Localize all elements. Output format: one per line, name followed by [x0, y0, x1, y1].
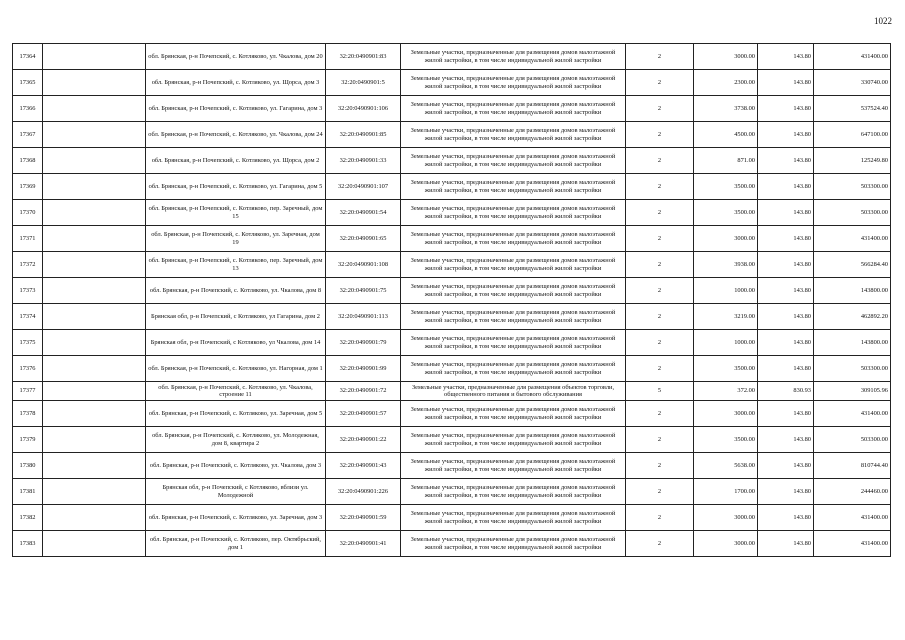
cadastral-number-cell: 32:20:0490901:106 [326, 96, 401, 122]
cadastral-value-cell: 125249.80 [814, 148, 891, 174]
cadastral-value-cell: 309105.96 [814, 382, 891, 401]
cadastral-number-cell: 32:20:0490901:79 [326, 330, 401, 356]
address-cell: обл. Брянская, р-н Почепский, с. Котляково, ул. Молодежная, дом 8, квартира 2 [146, 427, 326, 453]
row-number-cell: 17375 [13, 330, 43, 356]
spacer-cell [43, 304, 146, 330]
cadastral-value-cell: 431400.00 [814, 401, 891, 427]
use-group-cell: 5 [626, 382, 694, 401]
cadastral-number-cell: 32:20:0490901:59 [326, 505, 401, 531]
row-number-cell: 17374 [13, 304, 43, 330]
table-row [13, 148, 891, 174]
specific-value-cell: 143.80 [758, 96, 814, 122]
specific-value-cell: 143.80 [758, 122, 814, 148]
specific-value-cell: 143.80 [758, 356, 814, 382]
table-row [13, 453, 891, 479]
spacer-cell [43, 330, 146, 356]
area-cell: 5638.00 [694, 453, 758, 479]
area-cell: 3000.00 [694, 505, 758, 531]
area-cell: 2300.00 [694, 70, 758, 96]
table-row [13, 531, 891, 557]
specific-value-cell: 830.93 [758, 382, 814, 401]
cadastral-number-cell: 32:20:0490901:108 [326, 252, 401, 278]
use-group-cell: 2 [626, 44, 694, 70]
spacer-cell [43, 531, 146, 557]
cadastral-value-cell: 330740.00 [814, 70, 891, 96]
table-row [13, 96, 891, 122]
spacer-cell [43, 401, 146, 427]
land-use-cell: Земельные участки, предназначенные для размещения домов малоэтажной жилой застройки, в том числе индивидуальной жилой застройки [401, 304, 626, 330]
row-number-cell: 17370 [13, 200, 43, 226]
specific-value-cell: 143.80 [758, 44, 814, 70]
row-number-cell: 17371 [13, 226, 43, 252]
table-row [13, 278, 891, 304]
row-number-cell: 17376 [13, 356, 43, 382]
land-use-cell: Земельные участки, предназначенные для размещения домов малоэтажной жилой застройки, в том числе индивидуальной жилой застройки [401, 226, 626, 252]
area-cell: 871.00 [694, 148, 758, 174]
use-group-cell: 2 [626, 453, 694, 479]
row-number-cell: 17377 [13, 382, 43, 401]
land-use-cell: Земельные участки, предназначенные для размещения домов малоэтажной жилой застройки, в том числе индивидуальной жилой застройки [401, 70, 626, 96]
cadastral-number-cell: 32:20:0490901:65 [326, 226, 401, 252]
cadastral-value-table [12, 43, 891, 557]
cadastral-value-cell: 503300.00 [814, 174, 891, 200]
use-group-cell: 2 [626, 505, 694, 531]
address-cell: обл. Брянская, р-н Почепский, с. Котляково, ул. Заречная, дом 19 [146, 226, 326, 252]
address-cell: Брянская обл, р-н Почепский, с Котляково, ул Чкалова, дом 14 [146, 330, 326, 356]
cadastral-value-cell: 537524.40 [814, 96, 891, 122]
cadastral-number-cell: 32:20:0490901:54 [326, 200, 401, 226]
use-group-cell: 2 [626, 96, 694, 122]
cadastral-number-cell: 32:20:0490901:22 [326, 427, 401, 453]
row-number-cell: 17368 [13, 148, 43, 174]
land-use-cell: Земельные участки, предназначенные для размещения домов малоэтажной жилой застройки, в том числе индивидуальной жилой застройки [401, 96, 626, 122]
use-group-cell: 2 [626, 70, 694, 96]
spacer-cell [43, 252, 146, 278]
area-cell: 3500.00 [694, 356, 758, 382]
use-group-cell: 2 [626, 278, 694, 304]
cadastral-number-cell: 32:20:0490901:33 [326, 148, 401, 174]
page-number: 1022 [874, 16, 892, 26]
use-group-cell: 2 [626, 200, 694, 226]
address-cell: обл. Брянская, р-н Почепский, с. Котляково, ул. Чкалова, дом 8 [146, 278, 326, 304]
use-group-cell: 2 [626, 427, 694, 453]
area-cell: 3000.00 [694, 44, 758, 70]
specific-value-cell: 143.80 [758, 226, 814, 252]
cadastral-value-cell: 431400.00 [814, 44, 891, 70]
cadastral-value-cell: 810744.40 [814, 453, 891, 479]
cadastral-value-cell: 244460.00 [814, 479, 891, 505]
table-body [13, 44, 891, 557]
table-row [13, 252, 891, 278]
table-row [13, 382, 891, 401]
spacer-cell [43, 122, 146, 148]
area-cell: 3500.00 [694, 427, 758, 453]
area-cell: 3938.00 [694, 252, 758, 278]
cadastral-value-cell: 431400.00 [814, 505, 891, 531]
specific-value-cell: 143.80 [758, 401, 814, 427]
land-use-cell: Земельные участки, предназначенные для размещения домов малоэтажной жилой застройки, в том числе индивидуальной жилой застройки [401, 148, 626, 174]
specific-value-cell: 143.80 [758, 479, 814, 505]
specific-value-cell: 143.80 [758, 174, 814, 200]
cadastral-number-cell: 32:20:0490901:5 [326, 70, 401, 96]
row-number-cell: 17373 [13, 278, 43, 304]
spacer-cell [43, 453, 146, 479]
address-cell: обл. Брянская, р-н Почепский, с. Котляково, ул. Чкалова, дом 20 [146, 44, 326, 70]
land-use-cell: Земельные участки, предназначенные для размещения домов малоэтажной жилой застройки, в том числе индивидуальной жилой застройки [401, 44, 626, 70]
use-group-cell: 2 [626, 174, 694, 200]
cadastral-number-cell: 32:20:0490901:75 [326, 278, 401, 304]
land-use-cell: Земельные участки, предназначенные для размещения домов малоэтажной жилой застройки, в том числе индивидуальной жилой застройки [401, 200, 626, 226]
cadastral-value-cell: 503300.00 [814, 200, 891, 226]
cadastral-value-cell: 503300.00 [814, 427, 891, 453]
cadastral-value-cell: 143800.00 [814, 278, 891, 304]
spacer-cell [43, 44, 146, 70]
specific-value-cell: 143.80 [758, 453, 814, 479]
row-number-cell: 17378 [13, 401, 43, 427]
land-use-cell: Земельные участки, предназначенные для размещения домов малоэтажной жилой застройки, в том числе индивидуальной жилой застройки [401, 252, 626, 278]
cadastral-value-cell: 462892.20 [814, 304, 891, 330]
table-row [13, 505, 891, 531]
area-cell: 3000.00 [694, 401, 758, 427]
table-row [13, 200, 891, 226]
area-cell: 3000.00 [694, 531, 758, 557]
land-use-cell: Земельные участки, предназначенные для размещения домов малоэтажной жилой застройки, в том числе индивидуальной жилой застройки [401, 531, 626, 557]
address-cell: обл. Брянская, р-н Почепский, с. Котляково, ул. Заречная, дом 3 [146, 505, 326, 531]
land-use-cell: Земельные участки, предназначенные для размещения домов малоэтажной жилой застройки, в том числе индивидуальной жилой застройки [401, 174, 626, 200]
table-row [13, 330, 891, 356]
table-row [13, 304, 891, 330]
address-cell: обл. Брянская, р-н Почепский, с. Котляково, ул. Чкалова, дом 3 [146, 453, 326, 479]
area-cell: 3738.00 [694, 96, 758, 122]
cadastral-number-cell: 32:20:0490901:113 [326, 304, 401, 330]
use-group-cell: 2 [626, 122, 694, 148]
address-cell: обл. Брянская, р-н Почепский, с. Котляково, ул. Гагарина, дом 5 [146, 174, 326, 200]
land-use-cell: Земельные участки, предназначенные для размещения объектов торговли, общественного питания и бытового обслуживания [401, 382, 626, 401]
cadastral-value-cell: 566284.40 [814, 252, 891, 278]
spacer-cell [43, 278, 146, 304]
row-number-cell: 17381 [13, 479, 43, 505]
land-use-cell: Земельные участки, предназначенные для размещения домов малоэтажной жилой застройки, в том числе индивидуальной жилой застройки [401, 122, 626, 148]
land-use-cell: Земельные участки, предназначенные для размещения домов малоэтажной жилой застройки, в том числе индивидуальной жилой застройки [401, 330, 626, 356]
specific-value-cell: 143.80 [758, 330, 814, 356]
area-cell: 3000.00 [694, 226, 758, 252]
row-number-cell: 17366 [13, 96, 43, 122]
row-number-cell: 17379 [13, 427, 43, 453]
use-group-cell: 2 [626, 479, 694, 505]
specific-value-cell: 143.80 [758, 200, 814, 226]
address-cell: обл. Брянская, р-н Почепский, с. Котляково, пер. Октябрьский, дом 1 [146, 531, 326, 557]
cadastral-number-cell: 32:20:0490901:83 [326, 44, 401, 70]
use-group-cell: 2 [626, 148, 694, 174]
cadastral-value-cell: 431400.00 [814, 531, 891, 557]
specific-value-cell: 143.80 [758, 252, 814, 278]
table-row [13, 401, 891, 427]
address-cell: обл. Брянская, р-н Почепский, с. Котляково, пер. Заречный, дом 13 [146, 252, 326, 278]
specific-value-cell: 143.80 [758, 531, 814, 557]
address-cell: обл. Брянская, р-н Почепский, с. Котляково, пер. Заречный, дом 15 [146, 200, 326, 226]
area-cell: 1700.00 [694, 479, 758, 505]
row-number-cell: 17365 [13, 70, 43, 96]
table-row [13, 356, 891, 382]
table-row [13, 174, 891, 200]
spacer-cell [43, 96, 146, 122]
cadastral-value-cell: 647100.00 [814, 122, 891, 148]
land-use-cell: Земельные участки, предназначенные для размещения домов малоэтажной жилой застройки, в том числе индивидуальной жилой застройки [401, 505, 626, 531]
area-cell: 372.00 [694, 382, 758, 401]
cadastral-number-cell: 32:20:0490901:41 [326, 531, 401, 557]
cadastral-number-cell: 32:20:0490901:226 [326, 479, 401, 505]
specific-value-cell: 143.80 [758, 278, 814, 304]
row-number-cell: 17372 [13, 252, 43, 278]
cadastral-number-cell: 32:20:0490901:57 [326, 401, 401, 427]
spacer-cell [43, 70, 146, 96]
land-use-cell: Земельные участки, предназначенные для размещения домов малоэтажной жилой застройки, в том числе индивидуальной жилой застройки [401, 427, 626, 453]
area-cell: 1000.00 [694, 330, 758, 356]
address-cell: Брянская обл, р-н Почепский, с Котляково, ул Гагарина, дом 2 [146, 304, 326, 330]
use-group-cell: 2 [626, 226, 694, 252]
cadastral-number-cell: 32:20:0490901:43 [326, 453, 401, 479]
area-cell: 4500.00 [694, 122, 758, 148]
address-cell: Брянская обл, р-н Почепский, с Котляково, вблизи ул. Молодежной [146, 479, 326, 505]
land-use-cell: Земельные участки, предназначенные для размещения домов малоэтажной жилой застройки, в том числе индивидуальной жилой застройки [401, 401, 626, 427]
area-cell: 3219.00 [694, 304, 758, 330]
table-row [13, 122, 891, 148]
area-cell: 3500.00 [694, 174, 758, 200]
cadastral-number-cell: 32:20:0490901:85 [326, 122, 401, 148]
land-use-cell: Земельные участки, предназначенные для размещения домов малоэтажной жилой застройки, в том числе индивидуальной жилой застройки [401, 453, 626, 479]
use-group-cell: 2 [626, 252, 694, 278]
specific-value-cell: 143.80 [758, 148, 814, 174]
land-use-cell: Земельные участки, предназначенные для размещения домов малоэтажной жилой застройки, в том числе индивидуальной жилой застройки [401, 278, 626, 304]
area-cell: 3500.00 [694, 200, 758, 226]
spacer-cell [43, 148, 146, 174]
address-cell: обл. Брянская, р-н Почепский, с. Котляково, ул. Чкалова, строение 11 [146, 382, 326, 401]
spacer-cell [43, 174, 146, 200]
cadastral-number-cell: 32:20:0490901:72 [326, 382, 401, 401]
specific-value-cell: 143.80 [758, 70, 814, 96]
row-number-cell: 17383 [13, 531, 43, 557]
land-use-cell: Земельные участки, предназначенные для размещения домов малоэтажной жилой застройки, в том числе индивидуальной жилой застройки [401, 356, 626, 382]
spacer-cell [43, 382, 146, 401]
spacer-cell [43, 226, 146, 252]
address-cell: обл. Брянская, р-н Почепский, с. Котляково, ул. Заречная, дом 5 [146, 401, 326, 427]
table-row [13, 44, 891, 70]
use-group-cell: 2 [626, 304, 694, 330]
cadastral-number-cell: 32:20:0490901:107 [326, 174, 401, 200]
row-number-cell: 17369 [13, 174, 43, 200]
specific-value-cell: 143.80 [758, 427, 814, 453]
table-row [13, 427, 891, 453]
spacer-cell [43, 505, 146, 531]
use-group-cell: 2 [626, 531, 694, 557]
address-cell: обл. Брянская, р-н Почепский, с. Котляково, ул. Гагарина, дом 3 [146, 96, 326, 122]
use-group-cell: 2 [626, 330, 694, 356]
row-number-cell: 17382 [13, 505, 43, 531]
cadastral-value-cell: 503300.00 [814, 356, 891, 382]
spacer-cell [43, 356, 146, 382]
spacer-cell [43, 200, 146, 226]
row-number-cell: 17367 [13, 122, 43, 148]
table-row [13, 70, 891, 96]
land-use-cell: Земельные участки, предназначенные для размещения домов малоэтажной жилой застройки, в том числе индивидуальной жилой застройки [401, 479, 626, 505]
address-cell: обл. Брянская, р-н Почепский, с. Котляково, ул. Щорса, дом 2 [146, 148, 326, 174]
specific-value-cell: 143.80 [758, 304, 814, 330]
cadastral-number-cell: 32:20:0490901:99 [326, 356, 401, 382]
use-group-cell: 2 [626, 356, 694, 382]
address-cell: обл. Брянская, р-н Почепский, с. Котляково, ул. Щорса, дом 3 [146, 70, 326, 96]
address-cell: обл. Брянская, р-н Почепский, с. Котляково, ул. Нагорная, дом 1 [146, 356, 326, 382]
cadastral-value-cell: 143800.00 [814, 330, 891, 356]
specific-value-cell: 143.80 [758, 505, 814, 531]
spacer-cell [43, 479, 146, 505]
cadastral-value-cell: 431400.00 [814, 226, 891, 252]
use-group-cell: 2 [626, 401, 694, 427]
table-row [13, 479, 891, 505]
address-cell: обл. Брянская, р-н Почепский, с. Котляково, ул. Чкалова, дом 24 [146, 122, 326, 148]
table-row [13, 226, 891, 252]
area-cell: 1000.00 [694, 278, 758, 304]
row-number-cell: 17380 [13, 453, 43, 479]
row-number-cell: 17364 [13, 44, 43, 70]
spacer-cell [43, 427, 146, 453]
